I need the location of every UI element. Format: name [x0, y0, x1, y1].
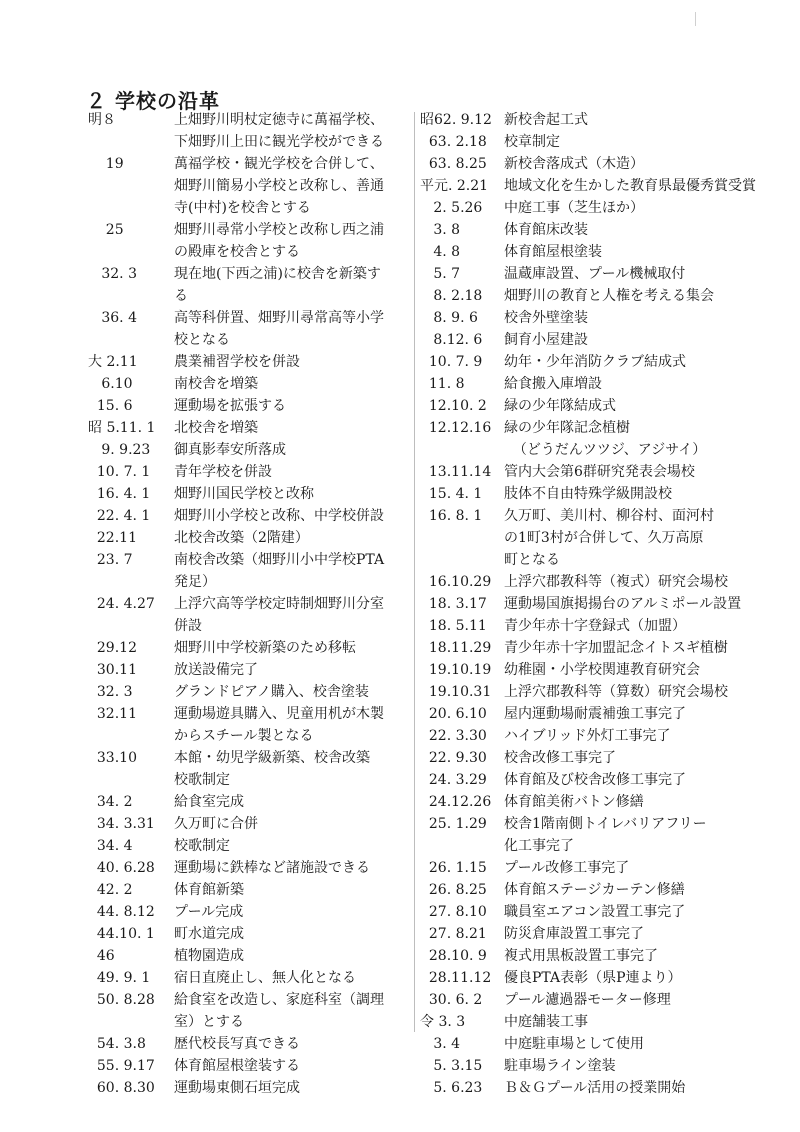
history-row: [420, 571, 740, 593]
history-event-text: 南校舎改築（畑野川小中学校PTA: [174, 552, 385, 568]
history-date: 6.10: [88, 376, 133, 392]
history-event-text: 給食室を改造し、家庭科室（調理: [174, 992, 384, 1008]
history-date: 5. 6.23: [420, 1080, 483, 1096]
history-date: 19.10.19: [420, 662, 492, 678]
history-row: [420, 285, 740, 307]
history-event-text: 運動場東側石垣完成: [174, 1080, 300, 1096]
history-date: 49. 9. 1: [88, 970, 151, 986]
history-date: 昭 5.11. 1: [88, 420, 156, 436]
history-event-text: 体育館屋根塗装する: [174, 1058, 300, 1074]
history-date: 36. 4: [88, 310, 137, 326]
history-row: [88, 351, 414, 373]
history-date: 4. 8: [420, 244, 461, 260]
history-event-text: 職員室エアコン設置工事完了: [504, 904, 686, 920]
history-row: [88, 197, 414, 219]
history-date: 34. 2: [88, 794, 133, 810]
history-event-text: 中庭舗装工事: [504, 1014, 588, 1030]
history-row: [420, 1055, 740, 1077]
history-row: [420, 505, 740, 527]
history-event-text: 室）とする: [174, 1014, 244, 1030]
history-event-text: プール濾過器モーター修理: [504, 992, 671, 1008]
history-event-text: の殿庫を校舎とする: [174, 244, 300, 260]
history-event-text: 畑野川の教育と人権を考える集会: [504, 288, 714, 304]
history-date: 8.12. 6: [420, 332, 483, 348]
history-row: [88, 175, 414, 197]
history-row: [420, 175, 756, 197]
history-row: [88, 703, 414, 725]
history-row: [420, 637, 740, 659]
history-row: [420, 461, 740, 483]
history-row: [88, 791, 414, 813]
history-row: [88, 989, 414, 1011]
history-row: [420, 527, 740, 549]
history-row: [88, 285, 414, 307]
history-event-text: 校舎外壁塗装: [504, 310, 588, 326]
history-row: [420, 945, 740, 967]
history-event-text: （どうだんツツジ、アジサイ）: [504, 442, 707, 458]
history-date: 18.11.29: [420, 640, 492, 656]
history-event-text: 温蔵庫設置、プール機械取付: [504, 266, 686, 282]
history-event-text: 屋内運動場耐震補強工事完了: [504, 706, 686, 722]
history-event-text: 併設: [174, 618, 202, 634]
history-row: [420, 791, 740, 813]
history-row: [420, 659, 740, 681]
history-event-text: プール改修工事完了: [504, 860, 630, 876]
history-row: [88, 747, 414, 769]
history-row: [420, 1011, 740, 1033]
history-row: [88, 593, 414, 615]
history-event-text: 運動場遊具購入、児童用机が木製: [174, 706, 384, 722]
history-row: [420, 307, 740, 329]
history-event-text: グランドピアノ購入、校舎塗装: [174, 684, 369, 700]
history-event-text: プール完成: [174, 904, 244, 920]
history-row: [420, 593, 740, 615]
history-date: 10. 7. 9: [420, 354, 483, 370]
history-date: 29.12: [88, 640, 137, 656]
history-event-text: の1町3村が合併して、久万高原: [504, 530, 704, 546]
history-event-text: 放送設備完了: [174, 662, 258, 678]
history-date: 28.10. 9: [420, 948, 487, 964]
history-row: [88, 769, 414, 791]
history-event-text: 優良PTA表彰（県P連より）: [504, 970, 682, 986]
history-date: 63. 2.18: [420, 134, 487, 150]
history-date: 24. 4.27: [88, 596, 155, 612]
history-date: 9. 9.23: [88, 442, 151, 458]
history-row: [420, 813, 740, 835]
history-row: [420, 703, 740, 725]
history-date: 42. 2: [88, 882, 133, 898]
history-event-text: からスチール製となる: [174, 728, 314, 744]
history-event-text: 萬福学校・観光学校を合併して、: [174, 156, 384, 172]
history-event-text: 南校舎を増築: [174, 376, 258, 392]
history-row: [88, 329, 414, 351]
history-date: 30.11: [88, 662, 137, 678]
history-row: [88, 131, 414, 153]
history-event-text: 久万町、美川村、柳谷村、面河村: [504, 508, 714, 524]
history-event-text: 管内大会第6群研究発表会場校: [504, 464, 695, 480]
history-event-text: 校となる: [174, 332, 230, 348]
history-date: 22. 9.30: [420, 750, 487, 766]
history-date: 11. 8: [420, 376, 465, 392]
history-row: [420, 989, 740, 1011]
history-date: 20. 6.10: [420, 706, 487, 722]
history-date: 12.12.16: [420, 420, 492, 436]
section-title: ２ 学校の沿革: [86, 89, 220, 113]
history-date: 18. 3.17: [420, 596, 487, 612]
history-date: 昭62. 9.12: [420, 112, 492, 128]
history-event-text: 中庭工事（芝生ほか）: [504, 200, 644, 216]
history-row: [88, 1055, 414, 1077]
history-row: [88, 1077, 414, 1099]
history-date: 22. 4. 1: [88, 508, 151, 524]
history-date: 3. 4: [420, 1036, 461, 1052]
history-column-right: [420, 109, 756, 1099]
history-row: [420, 109, 740, 131]
history-date: 22. 3.30: [420, 728, 487, 744]
history-event-text: 歴代校長写真できる: [174, 1036, 300, 1052]
history-row: [88, 241, 414, 263]
history-event-text: 緑の少年隊結成式: [504, 398, 616, 414]
history-date: 27. 8.21: [420, 926, 487, 942]
history-event-text: 校舎改修工事完了: [504, 750, 616, 766]
history-row: [420, 725, 740, 747]
history-event-text: 青年学校を併設: [174, 464, 272, 480]
history-row: [420, 395, 740, 417]
history-event-text: 新校舎落成式（木造）: [504, 156, 644, 172]
history-date: 34. 4: [88, 838, 133, 854]
history-event-text: 北校舎改築（2階建）: [174, 530, 309, 546]
history-date: 63. 8.25: [420, 156, 487, 172]
history-row: [420, 747, 740, 769]
history-date: 27. 8.10: [420, 904, 487, 920]
history-row: [88, 527, 414, 549]
history-row: [88, 1033, 414, 1055]
history-row: [420, 439, 740, 461]
history-row: [420, 857, 740, 879]
history-event-text: 本館・幼児学級新築、校舎改築: [174, 750, 370, 766]
history-date: 16. 4. 1: [88, 486, 151, 502]
history-event-text: 上浮穴郡教科等（算数）研究会場校: [504, 684, 728, 700]
history-date: 32.11: [88, 706, 137, 722]
history-event-text: 校舎1階南側トイレバリアフリー: [504, 816, 707, 832]
history-event-text: 体育館床改装: [504, 222, 588, 238]
history-event-text: 幼年・少年消防クラブ結成式: [504, 354, 686, 370]
history-event-text: 久万町に合併: [174, 816, 258, 832]
history-row: [88, 395, 414, 417]
history-date: 24.12.26: [420, 794, 492, 810]
history-date: 30. 6. 2: [420, 992, 483, 1008]
history-date: 3. 8: [420, 222, 461, 238]
history-row: [420, 263, 740, 285]
history-date: 34. 3.31: [88, 816, 155, 832]
history-date: 5. 7: [420, 266, 461, 282]
history-row: [420, 153, 740, 175]
history-date: 10. 7. 1: [88, 464, 151, 480]
history-date: 26. 8.25: [420, 882, 487, 898]
history-row: [88, 945, 414, 967]
history-date: 55. 9.17: [88, 1058, 155, 1074]
history-date: 8. 9. 6: [420, 310, 478, 326]
history-event-text: 給食室完成: [174, 794, 244, 810]
history-date: 大 2.11: [88, 354, 138, 370]
history-row: [88, 373, 414, 395]
history-date: 16. 8. 1: [420, 508, 483, 524]
history-row: [88, 461, 414, 483]
history-event-text: Ｂ＆Ｇプール活用の授業開始: [504, 1080, 686, 1096]
history-date: 12.10. 2: [420, 398, 487, 414]
history-row: [88, 219, 414, 241]
history-event-text: 緑の少年隊記念植樹: [504, 420, 630, 436]
history-row: [88, 109, 414, 131]
history-date: 22.11: [88, 530, 137, 546]
history-event-text: 運動場を拡張する: [174, 398, 286, 414]
history-date: 32. 3: [88, 266, 137, 282]
history-date: 24. 3.29: [420, 772, 487, 788]
history-event-text: 体育館美術バトン修繕: [504, 794, 644, 810]
history-date: 32. 3: [88, 684, 133, 700]
history-row: [420, 615, 740, 637]
history-row: [420, 1033, 740, 1055]
history-row: [420, 241, 740, 263]
history-event-text: 宿日直廃止し、無人化となる: [174, 970, 356, 986]
history-event-text: 運動場に鉄棒など諸施設できる: [174, 860, 370, 876]
history-row: [420, 417, 740, 439]
history-date: 5. 3.15: [420, 1058, 483, 1074]
history-event-text: 下畑野川上田に観光学校ができる: [174, 134, 384, 150]
history-event-text: 畑野川尋常小学校と改称し西之浦: [174, 222, 384, 238]
history-date: 54. 3.8: [88, 1036, 146, 1052]
history-date: 15. 4. 1: [420, 486, 483, 502]
history-event-text: 現在地(下西之浦)に校舎を新築す: [174, 266, 381, 282]
history-row: [88, 483, 414, 505]
history-row: [420, 967, 740, 989]
history-event-text: 発足）: [174, 574, 216, 590]
history-row: [88, 505, 414, 527]
history-event-text: 畑野川簡易小学校と改称し、善通: [174, 178, 384, 194]
history-event-text: 校歌制定: [174, 838, 230, 854]
history-date: 33.10: [88, 750, 137, 766]
history-event-text: 寺(中村)を校舎とする: [174, 200, 311, 216]
history-row: [88, 263, 414, 285]
history-row: [420, 219, 740, 241]
history-row: [88, 879, 414, 901]
history-event-text: 上畑野川明杖定徳寺に萬福学校、: [174, 112, 384, 128]
history-event-text: 複式用黒板設置工事完了: [504, 948, 658, 964]
history-row: [420, 835, 740, 857]
history-event-text: 新校舎起工式: [504, 112, 588, 128]
history-row: [88, 923, 414, 945]
history-event-text: 畑野川国民学校と改称: [174, 486, 314, 502]
history-date: 44. 8.12: [88, 904, 155, 920]
history-event-text: 畑野川小学校と改称、中学校併設: [174, 508, 384, 524]
history-event-text: 農業補習学校を併設: [174, 354, 300, 370]
history-event-text: 飼育小屋建設: [504, 332, 588, 348]
history-date: 15. 6: [88, 398, 133, 414]
history-event-text: 上浮穴高等学校定時制畑野川分室: [174, 596, 384, 612]
history-row: [88, 901, 414, 923]
history-date: 16.10.29: [420, 574, 492, 590]
history-date: 50. 8.28: [88, 992, 155, 1008]
history-event-text: 肢体不自由特殊学級開設校: [504, 486, 672, 502]
history-date: 44.10. 1: [88, 926, 155, 942]
history-row: [88, 857, 414, 879]
history-row: [88, 681, 414, 703]
history-date: 23. 7: [88, 552, 133, 568]
history-event-text: 校歌制定: [174, 772, 230, 788]
history-event-text: 高等科併置、畑野川尋常高等小学: [174, 310, 384, 326]
history-date: 2. 5.26: [420, 200, 483, 216]
history-event-text: 幼稚園・小学校関連教育研究会: [504, 662, 700, 678]
history-event-text: 体育館新築: [174, 882, 244, 898]
history-event-text: 体育館及び校舎改修工事完了: [504, 772, 686, 788]
history-row: [420, 769, 740, 791]
history-event-text: 体育館ステージカーテン修繕: [504, 882, 685, 898]
history-row: [420, 483, 740, 505]
history-column-left: [88, 109, 414, 1099]
history-date: 8. 2.18: [420, 288, 483, 304]
margin-mark: [695, 12, 696, 26]
history-row: [420, 681, 740, 703]
history-row: [420, 329, 740, 351]
history-event-text: 校章制定: [504, 134, 560, 150]
history-date: 19.10.31: [420, 684, 492, 700]
history-row: [88, 835, 414, 857]
history-event-text: 青少年赤十字登録式（加盟）: [504, 618, 686, 634]
column-divider: [414, 112, 415, 1032]
history-event-text: 植物園造成: [174, 948, 244, 964]
history-row: [420, 879, 740, 901]
history-row: [420, 197, 740, 219]
history-event-text: ハイブリッド外灯工事完了: [504, 728, 671, 744]
history-date: 平元. 2.21: [420, 178, 489, 194]
history-event-text: る: [174, 288, 188, 304]
history-date: 40. 6.28: [88, 860, 155, 876]
history-event-text: 地域文化を生かした教育県最優秀賞受賞: [504, 178, 756, 194]
history-event-text: 町となる: [504, 552, 560, 568]
history-row: [88, 571, 414, 593]
history-event-text: 中庭駐車場として使用: [504, 1036, 644, 1052]
history-row: [88, 615, 414, 637]
history-row: [420, 131, 740, 153]
history-event-text: 化工事完了: [504, 838, 574, 854]
history-date: 18. 5.11: [420, 618, 487, 634]
history-row: [88, 637, 414, 659]
history-row: [88, 725, 414, 747]
history-event-text: 御真影奉安所落成: [174, 442, 286, 458]
history-row: [88, 417, 414, 439]
history-event-text: 北校舎を増築: [174, 420, 258, 436]
history-row: [420, 351, 740, 373]
history-date: 令 3. 3: [420, 1014, 466, 1030]
history-date: 28.11.12: [420, 970, 492, 986]
history-date: 26. 1.15: [420, 860, 487, 876]
history-date: 25. 1.29: [420, 816, 487, 832]
history-date: 明８: [88, 112, 116, 128]
history-event-text: 青少年赤十字加盟記念イトスギ植樹: [504, 640, 728, 656]
history-row: [88, 813, 414, 835]
history-date: 19: [88, 156, 124, 172]
history-event-text: 防災倉庫設置工事完了: [504, 926, 644, 942]
history-row: [88, 153, 414, 175]
history-row: [420, 1077, 740, 1099]
history-date: 46: [88, 948, 115, 964]
history-row: [88, 659, 414, 681]
history-event-text: 畑野川中学校新築のため移転: [174, 640, 356, 656]
history-row: [88, 549, 414, 571]
history-row: [420, 549, 740, 571]
history-event-text: 運動場国旗掲揚台のアルミポール設置: [504, 596, 742, 612]
history-event-text: 駐車場ライン塗装: [504, 1058, 616, 1074]
history-row: [420, 923, 740, 945]
history-row: [88, 439, 414, 461]
history-row: [88, 307, 414, 329]
history-event-text: 町水道完成: [174, 926, 244, 942]
history-date: 60. 8.30: [88, 1080, 155, 1096]
history-date: 13.11.14: [420, 464, 492, 480]
history-row: [420, 373, 740, 395]
history-row: [420, 901, 740, 923]
history-row: [88, 1011, 414, 1033]
history-event-text: 給食搬入庫増設: [504, 376, 602, 392]
history-event-text: 上浮穴郡教科等（複式）研究会場校: [504, 574, 728, 590]
history-event-text: 体育館屋根塗装: [504, 244, 602, 260]
history-date: 25: [88, 222, 124, 238]
history-row: [88, 967, 414, 989]
